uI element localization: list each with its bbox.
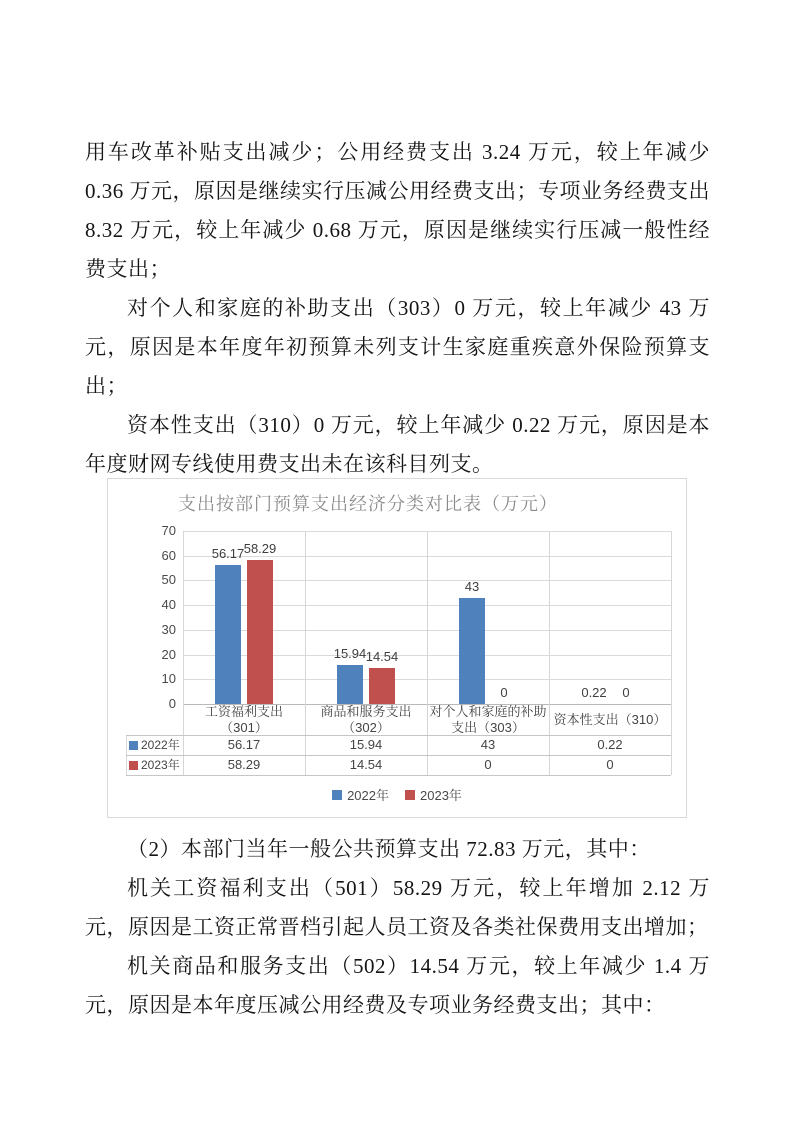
table-header-cell: 对个人和家庭的补助支出（303） <box>429 704 547 735</box>
bar-2022年 <box>215 565 241 704</box>
bar-value-label: 58.29 <box>243 540 277 556</box>
chart-title: 支出按部门预算支出经济分类对比表（万元） <box>178 494 558 514</box>
category-separator-line <box>671 531 672 775</box>
y-axis-tick-label: 0 <box>168 696 176 711</box>
y-axis-tick-label: 10 <box>161 671 176 687</box>
table-row-key: 2022年 <box>126 735 183 755</box>
y-axis-tick-label: 70 <box>161 523 176 538</box>
table-value-cell: 0 <box>606 757 614 773</box>
paragraph: 机关商品和服务支出（502）14.54 万元，较上年减少 1.4 万元，原因是本年度压减公用经费及专项业务经费支出；其中： <box>85 954 710 1017</box>
table-value-cell: 14.54 <box>349 757 383 773</box>
table-header-cell: 商品和服务支出（302） <box>320 704 412 735</box>
y-axis-tick-label: 60 <box>161 547 176 563</box>
legend-swatch <box>332 790 342 800</box>
paragraph: 资本性支出（310）0 万元，较上年减少 0.22 万元，原因是本年度财网专线使用费支出未在该科目列支。 <box>85 413 710 476</box>
y-axis-tick-label: 20 <box>161 646 176 662</box>
table-header-cell: 资本性支出（310） <box>553 712 667 728</box>
paragraph: 机关工资福利支出（501）58.29 万元，较上年增加 2.12 万元，原因是工资正常晋档引起人员工资及各类社保费用支出增加； <box>85 876 710 939</box>
table-value-cell: 43 <box>480 737 496 753</box>
bar-value-label: 0 <box>500 685 508 700</box>
y-axis-tick-label: 50 <box>161 572 176 588</box>
bar-value-label: 0 <box>622 685 630 700</box>
bar-2023年 <box>369 668 395 704</box>
bar-2023年 <box>247 560 273 704</box>
text-block-after-chart <box>85 830 710 1025</box>
table-border <box>126 775 671 776</box>
bar-chart <box>107 478 687 818</box>
bar-value-label: 56.17 <box>211 546 245 562</box>
bar-2022年 <box>337 665 363 704</box>
legend-swatch <box>405 790 415 800</box>
table-value-cell: 0 <box>484 757 492 773</box>
chart-legend <box>108 785 686 804</box>
table-value-cell: 58.29 <box>227 757 261 773</box>
legend-label: 2022年 <box>347 788 389 803</box>
legend-item-2023年 <box>405 785 462 804</box>
bar-value-label: 14.54 <box>365 649 399 665</box>
text-block-before-chart <box>85 133 710 484</box>
bar-value-label: 15.94 <box>333 645 367 661</box>
table-value-cell: 15.94 <box>349 737 383 753</box>
paragraph: （2）本部门当年一般公共预算支出 72.83 万元，其中： <box>127 837 651 861</box>
bar-value-label: 43 <box>464 578 480 594</box>
table-value-cell: 0.22 <box>597 737 623 753</box>
legend-item-2022年 <box>332 785 389 804</box>
table-row-key: 2023年 <box>126 755 183 775</box>
y-axis-tick-label: 40 <box>161 597 176 613</box>
table-header-cell: 工资福利支出（301） <box>204 704 283 735</box>
table-value-cell: 56.17 <box>227 737 261 753</box>
legend-label: 2023年 <box>420 788 462 803</box>
bar-value-label: 0.22 <box>581 685 607 700</box>
series-key-swatch <box>129 741 138 750</box>
paragraph: 用车改革补贴支出减少；公用经费支出 3.24 万元，较上年减少 0.36 万元，原因是继续实行压减公用经费支出；专项业务经费支出 8.32 万元，较上年减少 0.68 万元，原因是继续实行压减一般性经费支出； <box>85 140 710 281</box>
y-axis-tick-label: 30 <box>161 621 176 637</box>
paragraph: 对个人和家庭的补助支出（303）0 万元，较上年减少 43 万元，原因是本年度年初预算未列支计生家庭重疾意外保险预算支出； <box>85 296 710 398</box>
series-key-swatch <box>129 761 138 770</box>
